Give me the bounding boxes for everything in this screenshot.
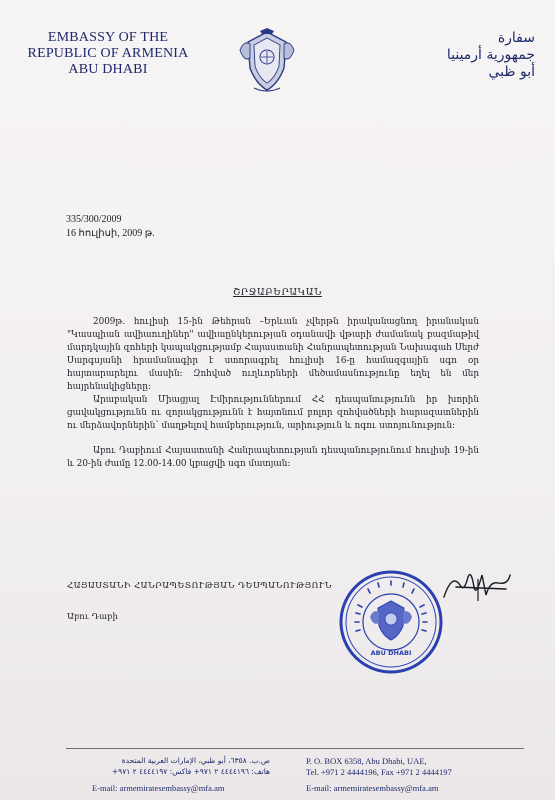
reference-block (66, 213, 155, 241)
header-english-line: REPUBLIC OF ARMENIA (27, 46, 189, 61)
embassy-name-english (18, 30, 198, 78)
body-paragraph: 2009թ. հուլիսի 15-ին Թեհրան –Երևան չվերթն իրականացնող իրանական "Կասպիան ավիաուղիներ" ավիաընկերության օդանավի վթարի ժամանակ բազմաթիվ մարդկային զոհերի կապակցությամբ Հայաստանի Հանրապետության Նախագահ Սերժ Սարգսյանի հրամանագիր է ստորագրել հուլիսի 16-ը համազգային սգո օր հայտարարելու մասին: Զոհված ուղևորների մեծամասնությունը եղել են մեր հայրենակիցները: (67, 317, 479, 392)
header-english-line: ABU DHABI (68, 62, 148, 77)
footer-arabic-line: هاتف: ٤٤٤٤١٩٦ ٢ ٩٧١+ فاكس: ٤٤٤٤١٩٧ ٢ ٩٧١+ (111, 766, 270, 776)
footer-divider (66, 748, 524, 749)
seal-text: ABU DHABI (370, 649, 412, 657)
footer-phone-line: Tel. +971 2 4444196, Fax +971 2 4444197 (306, 766, 452, 777)
header-arabic-line: جمهورية أرمينيا (446, 47, 535, 63)
footer-english-address (306, 756, 536, 777)
document-body (67, 316, 479, 471)
header-english-line: EMBASSY OF THE (47, 30, 169, 45)
body-paragraph: Աբու Դաբիում Հայաստանի Հանրապետության դեսպանությունում հուլիսի 19-ին և 20-ին ժամը 12.00-14.00 կբացվի սգո մատյան: (67, 446, 479, 469)
footer-arabic-address (92, 756, 270, 777)
body-paragraph: Արաբական Միացյալ Էմիրություններում ՀՀ դեսպանությունն իր խորին ցավակցությունն ու զորակցությունն է հայտնում բոլոր զոհվածների հարազատներին ու մերձավորներին՝ մաղթելով համբերություն, արիություն և ոգու ստոյունություն: (67, 395, 479, 431)
footer-arabic-line: ص.ب. ٦٣٥٨، أبو ظبي، الإمارات العربية المتحدة (121, 756, 270, 765)
document-title: ՇՐՋԱԲԵՐԱԿԱՆ (233, 287, 322, 298)
handwritten-signature-icon (438, 567, 514, 607)
reference-number: 335/300/2009 (66, 214, 122, 225)
signature-city: Աբու Դաբի (67, 612, 118, 622)
armenia-coat-of-arms-icon (238, 28, 296, 94)
footer-address-line: P. O. BOX 6358, Abu Dhabi, UAE, (306, 756, 427, 766)
footer-email-left: E-mail: armemiratesembassy@mfa.am (92, 783, 225, 793)
signature-organization: ՀԱՅԱՍՏԱՆԻ ՀԱՆՐԱՊԵՏՈՒԹՅԱՆ ԴԵՍՊԱՆՈՒԹՅՈՒՆ (67, 581, 332, 591)
header-arabic-line: أبو ظبي (488, 64, 535, 80)
reference-date: 16 հուլիսի, 2009 թ. (66, 228, 155, 239)
header-arabic-line: سفارة (497, 30, 535, 46)
embassy-seal-stamp (338, 569, 444, 675)
footer-email-right: E-mail: armemiratesembassy@mfa.am (306, 783, 439, 793)
embassy-name-arabic (385, 30, 535, 81)
